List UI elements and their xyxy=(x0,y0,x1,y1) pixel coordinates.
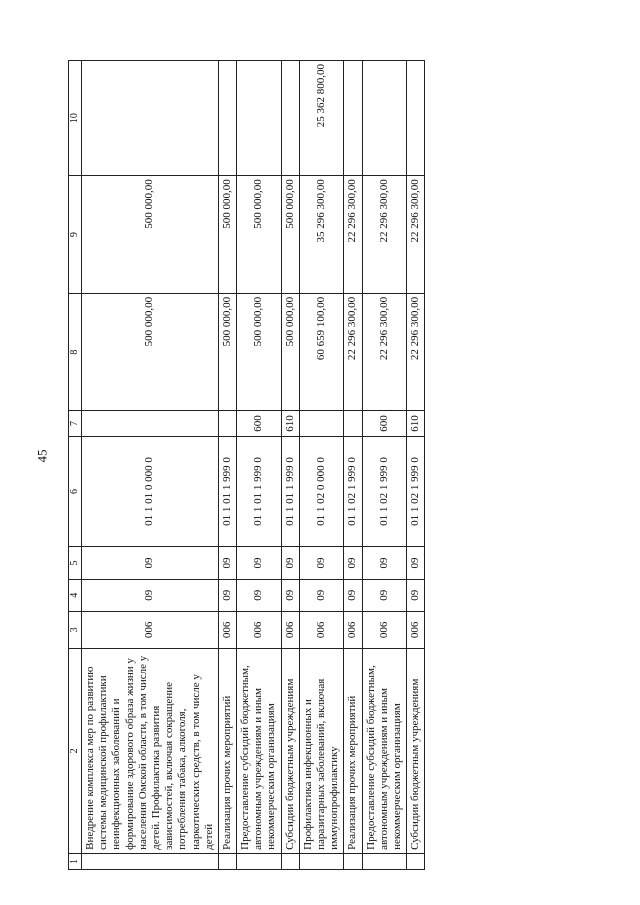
subsection-cell: 09 xyxy=(237,547,282,579)
subsection-cell: 09 xyxy=(281,547,299,579)
amount-col9-cell: 500 000,00 xyxy=(218,176,236,294)
column-header: 6 xyxy=(69,436,82,547)
expense-type-cell xyxy=(218,411,236,436)
section-cell: 09 xyxy=(281,579,299,611)
table-row xyxy=(218,61,236,870)
amount-col10-cell: 25 362 800,00 xyxy=(299,61,344,176)
row-index-cell xyxy=(344,853,362,869)
amount-col9-cell: 500 000,00 xyxy=(237,176,282,294)
amount-total-cell: 500 000,00 xyxy=(82,293,219,411)
item-description-cell: Субсидии бюджетным учреждениям xyxy=(281,648,299,853)
code-cell: 006 xyxy=(362,611,407,648)
amount-total-cell: 22 296 300,00 xyxy=(407,293,425,411)
amount-col9-cell: 500 000,00 xyxy=(82,176,219,294)
amount-col9-cell: 22 296 300,00 xyxy=(344,176,362,294)
column-header: 4 xyxy=(69,579,82,611)
table-row xyxy=(82,61,219,870)
table-row xyxy=(299,61,344,870)
amount-total-cell: 500 000,00 xyxy=(218,293,236,411)
page-number: 45 xyxy=(34,449,50,463)
expense-type-cell: 600 xyxy=(362,411,407,436)
row-index-cell xyxy=(82,853,219,869)
amount-total-cell: 500 000,00 xyxy=(281,293,299,411)
table-row xyxy=(281,61,299,870)
code-cell: 006 xyxy=(237,611,282,648)
column-header: 2 xyxy=(69,648,82,853)
target-article-cell: 01 1 02 1 999 0 xyxy=(407,436,425,547)
item-description-cell: Реализация прочих мероприятий xyxy=(344,648,362,853)
row-index-cell xyxy=(237,853,282,869)
row-index-cell xyxy=(362,853,407,869)
table-row xyxy=(407,61,425,870)
budget-table xyxy=(68,60,425,870)
table-row xyxy=(344,61,362,870)
target-article-cell: 01 1 02 1 999 0 xyxy=(362,436,407,547)
section-cell: 09 xyxy=(237,579,282,611)
amount-col10-cell xyxy=(407,61,425,176)
item-description-cell: Реализация прочих мероприятий xyxy=(218,648,236,853)
column-number-row xyxy=(69,61,82,870)
amount-col10-cell xyxy=(281,61,299,176)
amount-col9-cell: 35 296 300,00 xyxy=(299,176,344,294)
column-header: 10 xyxy=(69,61,82,176)
row-index-cell xyxy=(299,853,344,869)
code-cell: 006 xyxy=(82,611,219,648)
expense-type-cell: 610 xyxy=(407,411,425,436)
item-description-cell: Предоставление субсидий бюджетным, автономным учреждениям и иным некоммерческим организациям xyxy=(237,648,282,853)
item-description-cell: Предоставление субсидий бюджетным, автономным учреждениям и иным некоммерческим организациям xyxy=(362,648,407,853)
amount-col10-cell xyxy=(218,61,236,176)
subsection-cell: 09 xyxy=(299,547,344,579)
expense-type-cell xyxy=(344,411,362,436)
code-cell: 006 xyxy=(281,611,299,648)
amount-total-cell: 22 296 300,00 xyxy=(344,293,362,411)
target-article-cell: 01 1 02 0 000 0 xyxy=(299,436,344,547)
code-cell: 006 xyxy=(299,611,344,648)
rotated-table-container xyxy=(68,60,480,870)
amount-col10-cell xyxy=(82,61,219,176)
column-header: 5 xyxy=(69,547,82,579)
row-index-cell xyxy=(407,853,425,869)
item-description-cell: Профилактика инфекционных и паразитарных заболеваний, включая иммунопрофилактику xyxy=(299,648,344,853)
expense-type-cell: 610 xyxy=(281,411,299,436)
table-row xyxy=(362,61,407,870)
section-cell: 09 xyxy=(82,579,219,611)
target-article-cell: 01 1 01 0 000 0 xyxy=(82,436,219,547)
section-cell: 09 xyxy=(362,579,407,611)
amount-col10-cell xyxy=(362,61,407,176)
amount-col10-cell xyxy=(344,61,362,176)
code-cell: 006 xyxy=(218,611,236,648)
column-header: 1 xyxy=(69,853,82,869)
amount-col9-cell: 500 000,00 xyxy=(281,176,299,294)
item-description-cell: Внедрение комплекса мер по развитию системы медицинской профилактики неинфекционных заболеваний и формирование здорового образа жизни у населения Омской области, в том числе у детей. Профилактика развития зависимостей, включая сокращение потребления табака, алкоголя, наркотических средств, в том числе у детей xyxy=(82,648,219,853)
row-index-cell xyxy=(281,853,299,869)
item-description-cell: Субсидии бюджетным учреждениям xyxy=(407,648,425,853)
target-article-cell: 01 1 01 1 999 0 xyxy=(237,436,282,547)
column-header: 3 xyxy=(69,611,82,648)
subsection-cell: 09 xyxy=(344,547,362,579)
subsection-cell: 09 xyxy=(82,547,219,579)
subsection-cell: 09 xyxy=(218,547,236,579)
subsection-cell: 09 xyxy=(407,547,425,579)
amount-col9-cell: 22 296 300,00 xyxy=(362,176,407,294)
amount-col9-cell: 22 296 300,00 xyxy=(407,176,425,294)
expense-type-cell: 600 xyxy=(237,411,282,436)
row-index-cell xyxy=(218,853,236,869)
expense-type-cell xyxy=(82,411,219,436)
column-header: 8 xyxy=(69,293,82,411)
column-header: 9 xyxy=(69,176,82,294)
column-header: 7 xyxy=(69,411,82,436)
target-article-cell: 01 1 01 1 999 0 xyxy=(218,436,236,547)
section-cell: 09 xyxy=(218,579,236,611)
section-cell: 09 xyxy=(407,579,425,611)
amount-total-cell: 22 296 300,00 xyxy=(362,293,407,411)
target-article-cell: 01 1 01 1 999 0 xyxy=(281,436,299,547)
amount-col10-cell xyxy=(237,61,282,176)
section-cell: 09 xyxy=(299,579,344,611)
code-cell: 006 xyxy=(344,611,362,648)
amount-total-cell: 60 659 100,00 xyxy=(299,293,344,411)
expense-type-cell xyxy=(299,411,344,436)
target-article-cell: 01 1 02 1 999 0 xyxy=(344,436,362,547)
table-row xyxy=(237,61,282,870)
section-cell: 09 xyxy=(344,579,362,611)
subsection-cell: 09 xyxy=(362,547,407,579)
amount-total-cell: 500 000,00 xyxy=(237,293,282,411)
code-cell: 006 xyxy=(407,611,425,648)
